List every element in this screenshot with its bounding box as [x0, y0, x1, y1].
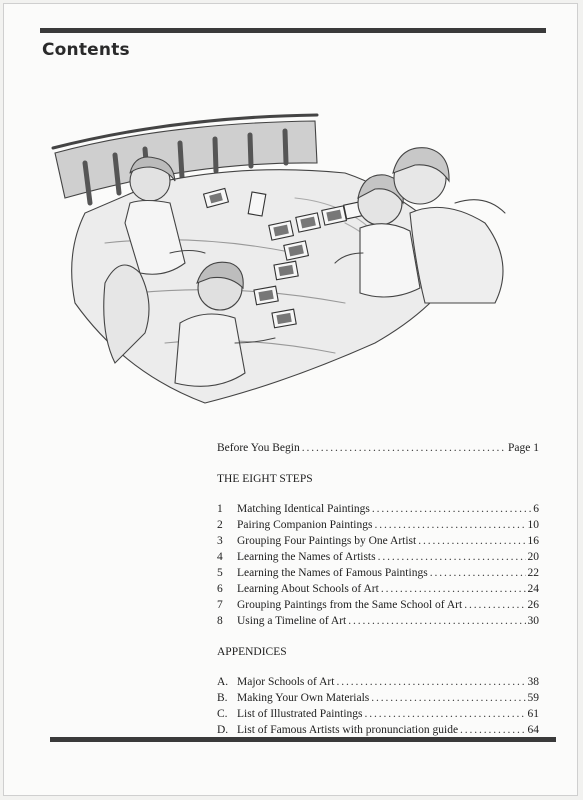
toc-entry-step[interactable]	[217, 533, 539, 549]
toc-entry-label: Learning About Schools of Art	[237, 583, 379, 595]
toc-entry-label: Making Your Own Materials	[237, 692, 370, 704]
toc-entry-page: 38	[527, 676, 539, 688]
toc-entry-number: C.	[217, 708, 228, 720]
toc-entry-number: A.	[217, 676, 229, 688]
toc-entry-label: Grouping Paintings from the Same School of Art	[237, 599, 463, 611]
toc-entry-label: List of Famous Artists with pronunciation guide	[237, 724, 459, 736]
toc-entry-before-you-begin[interactable]	[217, 440, 539, 456]
toc-entry-label: Pairing Companion Paintings	[237, 519, 373, 531]
toc-entry-step[interactable]	[217, 613, 539, 629]
dot-leader	[348, 613, 525, 629]
dot-leader	[374, 517, 525, 533]
table-of-contents	[217, 440, 539, 738]
dot-leader	[418, 533, 525, 549]
dot-leader	[430, 565, 526, 581]
section-heading-appendices: APPENDICES	[217, 646, 287, 658]
toc-entry-page: 64	[527, 724, 539, 736]
toc-entry-number: 1	[217, 503, 223, 515]
toc-entry-label: Major Schools of Art	[237, 676, 335, 688]
toc-entry-number: 3	[217, 535, 223, 547]
toc-entry-step[interactable]	[217, 517, 539, 533]
dot-leader	[378, 549, 526, 565]
toc-entry-page: 30	[527, 615, 539, 627]
toc-entry-step[interactable]	[217, 549, 539, 565]
children-playing-cards-illustration	[45, 103, 525, 418]
toc-entry-label: Learning the Names of Artists	[237, 551, 376, 563]
toc-entry-number: 8	[217, 615, 223, 627]
dot-leader	[464, 597, 525, 613]
toc-entry-step[interactable]	[217, 581, 539, 597]
toc-entry-appendix[interactable]	[217, 674, 539, 690]
toc-entry-number: 2	[217, 519, 223, 531]
dot-leader	[381, 581, 526, 597]
toc-entry-page: 59	[527, 692, 539, 704]
toc-entry-label: Before You Begin	[217, 442, 300, 454]
toc-entry-number: 4	[217, 551, 223, 563]
toc-entry-page: 10	[527, 519, 539, 531]
toc-entry-step[interactable]	[217, 565, 539, 581]
toc-entry-step[interactable]	[217, 501, 539, 517]
dot-leader	[371, 690, 525, 706]
dot-leader	[336, 674, 525, 690]
toc-entry-label: Matching Identical Paintings	[237, 503, 370, 515]
toc-entry-label: Using a Timeline of Art	[237, 615, 347, 627]
toc-entry-number: 5	[217, 567, 223, 579]
page-title: Contents	[42, 40, 130, 60]
section-heading-steps: THE EIGHT STEPS	[217, 473, 313, 485]
toc-entry-number: 7	[217, 599, 223, 611]
toc-entry-label: Learning the Names of Famous Paintings	[237, 567, 428, 579]
toc-entry-appendix[interactable]	[217, 722, 539, 738]
toc-entry-page: 61	[527, 708, 539, 720]
toc-entry-page: 20	[527, 551, 539, 563]
toc-entry-appendix[interactable]	[217, 690, 539, 706]
toc-entry-number: 6	[217, 583, 223, 595]
top-rule	[40, 28, 546, 33]
dot-leader	[302, 440, 506, 456]
toc-entry-number: D.	[217, 724, 229, 736]
toc-entry-page: 16	[527, 535, 539, 547]
toc-entry-step[interactable]	[217, 597, 539, 613]
toc-entry-label: Grouping Four Paintings by One Artist	[237, 535, 417, 547]
bottom-rule	[50, 737, 556, 742]
toc-entry-label: List of Illustrated Paintings	[237, 708, 363, 720]
dot-leader	[372, 501, 531, 517]
toc-entry-number: B.	[217, 692, 228, 704]
dot-leader	[365, 706, 526, 722]
toc-entry-page: 24	[527, 583, 539, 595]
toc-entry-page: Page 1	[508, 442, 539, 454]
toc-entry-appendix[interactable]	[217, 706, 539, 722]
dot-leader	[460, 722, 525, 738]
toc-entry-page: 22	[527, 567, 539, 579]
toc-entry-page: 26	[527, 599, 539, 611]
toc-entry-page: 6	[533, 503, 539, 515]
